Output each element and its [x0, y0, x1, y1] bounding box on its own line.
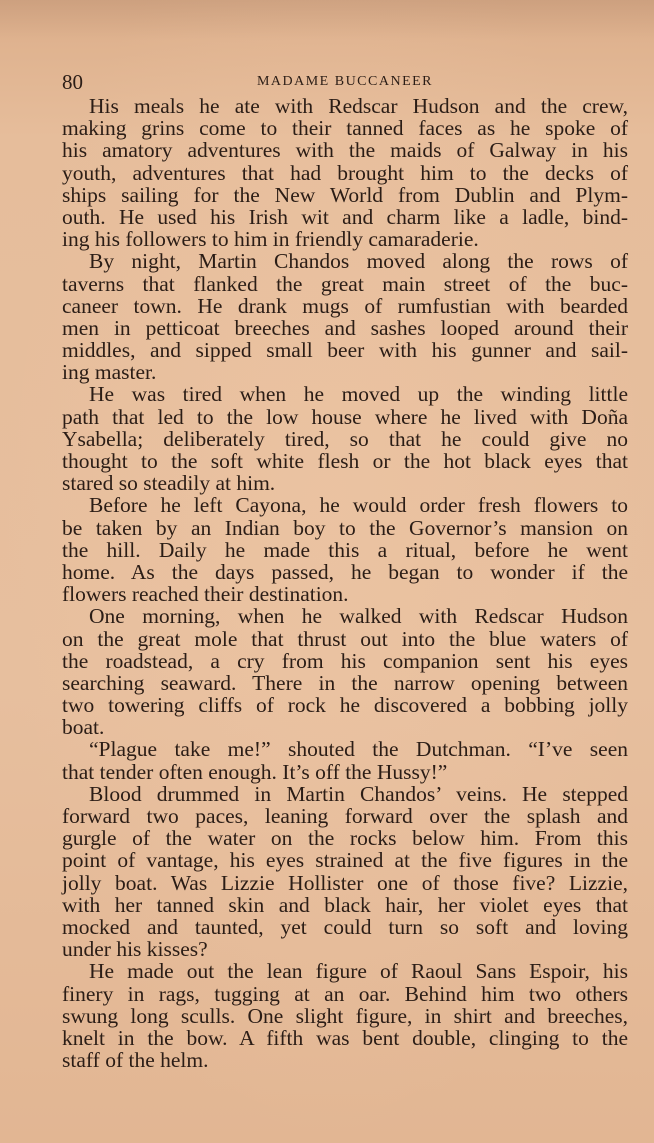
text-line: boat.: [62, 715, 105, 740]
text-line: point of vantage, his eyes strained at the five figures in the: [62, 848, 628, 873]
text-line: taverns that flanked the great main street of the buc-: [62, 271, 628, 296]
text-line: searching seaward. There in the narrow opening between: [62, 670, 628, 695]
page-header: [62, 70, 628, 96]
text-line: swung long sculls. One slight figure, in shirt and breeches,: [62, 1003, 628, 1028]
text-line: making grins come to their tanned faces as he spoke of: [62, 116, 628, 141]
text-line: He made out the lean figure of Raoul Sans Espoir, his: [89, 959, 628, 984]
text-line: with her tanned skin and black hair, her violet eyes that: [62, 892, 628, 917]
text-line: his amatory adventures with the maids of Galway in his: [62, 138, 628, 163]
text-line: He was tired when he moved up the winding little: [89, 382, 628, 407]
text-line: mocked and taunted, yet could turn so soft and loving: [62, 914, 628, 939]
text-line: His meals he ate with Redscar Hudson and the crew,: [89, 94, 628, 118]
text-line: outh. He used his Irish wit and charm like a ladle, bind-: [62, 204, 628, 229]
text-line: staff of the helm.: [62, 1048, 209, 1073]
text-line: By night, Martin Chandos moved along the rows of: [89, 249, 628, 274]
text-line: forward two paces, leaning forward over the splash and: [62, 804, 628, 828]
text-line: the roadstead, a cry from his companion sent his eyes: [62, 648, 628, 673]
text-line: ing his followers to him in friendly camaraderie.: [62, 227, 479, 252]
text-line: on the great mole that thrust out into the blue waters of: [62, 626, 628, 651]
text-line: flowers reached their destination.: [62, 582, 349, 607]
text-line: jolly boat. Was Lizzie Hollister one of those five? Lizzie,: [62, 870, 628, 895]
text-line: Ysabella; deliberately tired, so that he could give no: [62, 426, 628, 451]
page-number: 80: [62, 70, 83, 94]
text-line: Before he left Cayona, he would order fresh flowers to: [89, 493, 628, 518]
text-line: under his kisses?: [62, 937, 208, 962]
text-line: path that led to the low house where he lived with Doña: [62, 404, 628, 429]
body-text: [62, 95, 628, 1071]
text-line: men in petticoat breeches and sashes looped around their: [62, 315, 628, 340]
text-line: be taken by an Indian boy to the Governor’s mansion on: [62, 515, 628, 540]
text-line: ing master.: [62, 360, 157, 385]
text-line: knelt in the bow. A fifth was bent double, clinging to the: [62, 1025, 628, 1050]
text-line: gurgle of the water on the rocks below him. From this: [62, 826, 628, 851]
text-line: thought to the soft white flesh or the hot black eyes that: [62, 449, 628, 473]
text-line: that tender often enough. It’s off the Hussy!”: [62, 759, 448, 784]
text-line: Blood drummed in Martin Chandos’ veins. He stepped: [89, 781, 628, 806]
text-line: caneer town. He drank mugs of rumfustian with bearded: [62, 293, 628, 318]
text-line: “Plague take me!” shouted the Dutchman. “I’ve seen: [89, 737, 628, 762]
text-line: One morning, when he walked with Redscar Hudson: [89, 604, 628, 629]
text-line: middles, and sipped small beer with his gunner and sail-: [62, 338, 628, 363]
text-line: youth, adventures that had brought him to the decks of: [62, 160, 628, 185]
text-line: finery in rags, tugging at an oar. Behind him two others: [62, 981, 628, 1006]
text-line: ships sailing for the New World from Dublin and Plym-: [62, 182, 628, 207]
text-line: stared so steadily at him.: [62, 471, 276, 496]
page-top-edge-shadow: [0, 0, 654, 40]
text-line: the hill. Daily he made this a ritual, before he went: [62, 537, 628, 562]
text-line: two towering cliffs of rock he discovered a bobbing jolly: [62, 693, 628, 718]
running-head: MADAME BUCCANEER: [256, 74, 434, 89]
text-line: home. As the days passed, he began to wonder if the: [62, 559, 628, 584]
